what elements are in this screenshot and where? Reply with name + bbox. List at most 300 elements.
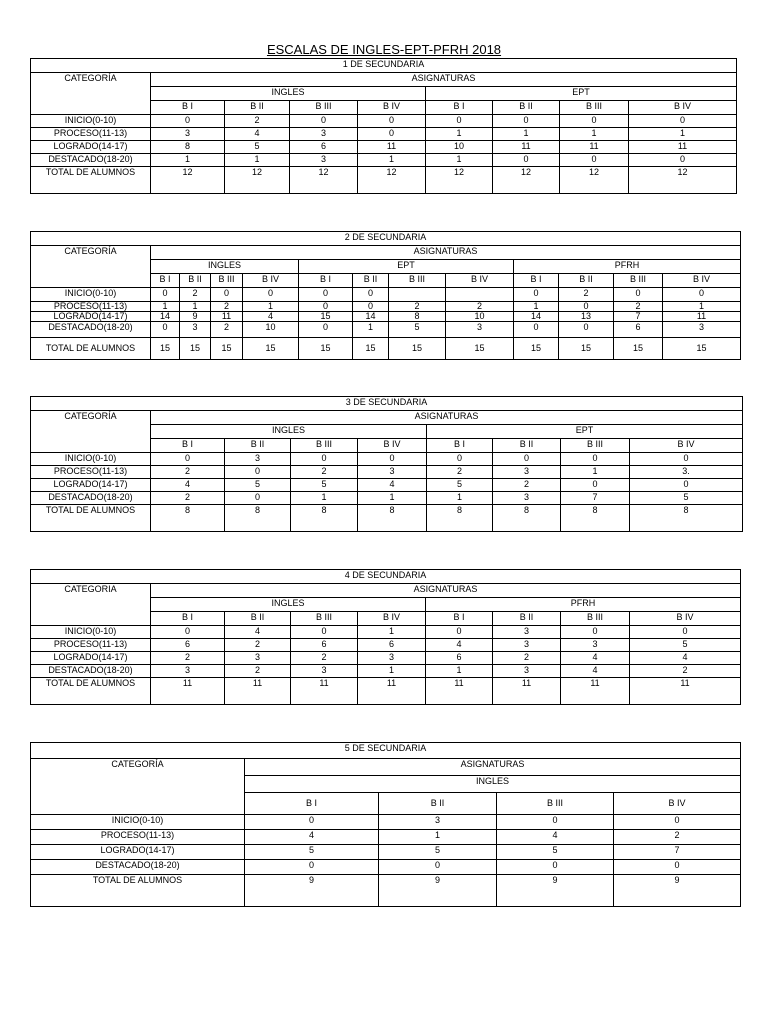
value-cell: 12 xyxy=(426,167,493,194)
subjects-header: ASIGNATURAS xyxy=(151,246,741,260)
value-cell: 12 xyxy=(629,167,737,194)
value-cell: 3 xyxy=(151,128,225,141)
value-cell: 6 xyxy=(291,639,358,652)
value-cell: 0 xyxy=(493,154,560,167)
bimester-header: B IV xyxy=(663,274,741,288)
subjects-header: ASIGNATURAS xyxy=(151,73,737,87)
bimester-header: B III xyxy=(561,439,630,453)
value-cell: 3 xyxy=(379,815,497,830)
bimester-header: B IV xyxy=(358,439,427,453)
value-cell: 15 xyxy=(663,338,741,360)
bimester-header: B IV xyxy=(358,612,426,626)
value-cell: 3 xyxy=(180,322,211,338)
value-cell: 8 xyxy=(291,505,358,532)
value-cell: 0 xyxy=(560,154,629,167)
value-cell: 0 xyxy=(151,453,225,466)
value-cell: 2 xyxy=(225,639,291,652)
value-cell: 0 xyxy=(291,453,358,466)
bimester-header: B II xyxy=(225,439,291,453)
bimester-header: B I xyxy=(427,439,493,453)
category-header: CATEGORÍA xyxy=(31,73,151,115)
value-cell: 1 xyxy=(353,322,389,338)
value-cell: 1 xyxy=(560,128,629,141)
value-cell: 10 xyxy=(243,322,299,338)
value-cell: 3 xyxy=(358,652,426,665)
value-cell: 6 xyxy=(614,322,663,338)
subject-header: INGLES xyxy=(151,425,427,439)
value-cell: 11 xyxy=(211,312,243,322)
table-row xyxy=(31,288,741,302)
value-cell: 4 xyxy=(243,312,299,322)
value-cell: 14 xyxy=(151,312,180,322)
value-cell: 2 xyxy=(614,302,663,312)
table-row-total xyxy=(31,678,741,705)
value-cell: 15 xyxy=(211,338,243,360)
bimester-header: B IV xyxy=(614,793,741,815)
value-cell: 9 xyxy=(180,312,211,322)
value-cell: 0 xyxy=(353,288,389,302)
value-cell: 5 xyxy=(497,845,614,860)
value-cell: 3 xyxy=(493,492,561,505)
value-cell: 1 xyxy=(561,466,630,479)
row-label: INICIO(0-10) xyxy=(31,453,151,466)
value-cell: 4 xyxy=(245,830,379,845)
table-1-secundaria xyxy=(30,58,737,194)
subject-header: INGLES xyxy=(151,598,426,612)
bimester-header: B II xyxy=(493,612,561,626)
table-row xyxy=(31,302,741,312)
value-cell: 10 xyxy=(426,141,493,154)
value-cell: 2 xyxy=(211,322,243,338)
value-cell: 3 xyxy=(493,466,561,479)
value-cell: 7 xyxy=(561,492,630,505)
row-label: LOGRADO(14-17) xyxy=(31,141,151,154)
value-cell: 0 xyxy=(151,322,180,338)
value-cell: 9 xyxy=(614,875,741,907)
table-row xyxy=(31,626,741,639)
value-cell: 8 xyxy=(427,505,493,532)
value-cell: 0 xyxy=(299,288,353,302)
row-label: LOGRADO(14-17) xyxy=(31,845,245,860)
bimester-header: B IV xyxy=(243,274,299,288)
value-cell: 1 xyxy=(426,154,493,167)
value-cell: 0 xyxy=(629,115,737,128)
table-3-secundaria xyxy=(30,396,743,532)
value-cell: 5 xyxy=(389,322,446,338)
value-cell: 0 xyxy=(245,860,379,875)
value-cell: 4 xyxy=(561,652,630,665)
value-cell: 2 xyxy=(225,115,290,128)
bimester-header: B III xyxy=(211,274,243,288)
value-cell: 0 xyxy=(614,288,663,302)
value-cell: 0 xyxy=(630,626,741,639)
subject-header: PFRH xyxy=(426,598,741,612)
value-cell: 12 xyxy=(358,167,426,194)
value-cell: 12 xyxy=(493,167,560,194)
table-row xyxy=(31,815,741,830)
value-cell: 8 xyxy=(358,505,427,532)
value-cell: 5 xyxy=(291,479,358,492)
value-cell: 3 xyxy=(358,466,427,479)
value-cell: 3 xyxy=(663,322,741,338)
row-label: INICIO(0-10) xyxy=(31,288,151,302)
bimester-header: B II xyxy=(353,274,389,288)
value-cell: 0 xyxy=(497,860,614,875)
category-header: CATEGORÍA xyxy=(31,759,245,815)
value-cell: 0 xyxy=(427,453,493,466)
value-cell: 15 xyxy=(299,338,353,360)
row-label: DESTACADO(18-20) xyxy=(31,492,151,505)
table-row xyxy=(31,492,743,505)
value-cell: 1 xyxy=(151,302,180,312)
value-cell: 13 xyxy=(559,312,614,322)
value-cell: 0 xyxy=(225,466,291,479)
value-cell: 15 xyxy=(446,338,514,360)
bimester-header: B IV xyxy=(446,274,514,288)
value-cell: 3 xyxy=(493,665,561,678)
value-cell: 5 xyxy=(427,479,493,492)
value-cell: 2 xyxy=(291,466,358,479)
value-cell: 3 xyxy=(446,322,514,338)
value-cell: 0 xyxy=(663,288,741,302)
value-cell: 4 xyxy=(358,479,427,492)
bimester-header: B I xyxy=(426,101,493,115)
value-cell: 3 xyxy=(151,665,225,678)
category-header: CATEGORIA xyxy=(31,584,151,626)
value-cell: 4 xyxy=(225,626,291,639)
bimester-header: B I xyxy=(299,274,353,288)
value-cell: 7 xyxy=(614,845,741,860)
value-cell: 6 xyxy=(426,652,493,665)
value-cell: 11 xyxy=(426,678,493,705)
value-cell: 1 xyxy=(291,492,358,505)
value-cell: 11 xyxy=(151,678,225,705)
value-cell: 3 xyxy=(493,626,561,639)
subjects-header: ASIGNATURAS xyxy=(151,584,741,598)
bimester-header: B IV xyxy=(358,101,426,115)
value-cell: 2 xyxy=(427,466,493,479)
bimester-header: B IV xyxy=(630,439,743,453)
bimester-header: B II xyxy=(225,612,291,626)
value-cell: 1 xyxy=(358,665,426,678)
row-label: DESTACADO(18-20) xyxy=(31,860,245,875)
table-4-secundaria xyxy=(30,569,741,705)
value-cell: 0 xyxy=(614,815,741,830)
value-cell: 0 xyxy=(630,453,743,466)
value-cell: 2 xyxy=(151,652,225,665)
value-cell: 0 xyxy=(560,115,629,128)
value-cell: 11 xyxy=(358,141,426,154)
table-2-secundaria xyxy=(30,231,741,360)
value-cell: 0 xyxy=(426,626,493,639)
value-cell: 1 xyxy=(243,302,299,312)
value-cell: 0 xyxy=(358,115,426,128)
value-cell: 8 xyxy=(151,505,225,532)
value-cell: 8 xyxy=(493,505,561,532)
category-header: CATEGORÍA xyxy=(31,246,151,288)
value-cell: 0 xyxy=(353,302,389,312)
value-cell: 5 xyxy=(630,639,741,652)
bimester-header: B II xyxy=(493,439,561,453)
value-cell: 6 xyxy=(358,639,426,652)
value-cell: 1 xyxy=(180,302,211,312)
value-cell: 12 xyxy=(225,167,290,194)
value-cell: 8 xyxy=(630,505,743,532)
value-cell: 11 xyxy=(225,678,291,705)
bimester-header: B I xyxy=(426,612,493,626)
grade-title: 3 DE SECUNDARIA xyxy=(31,397,743,411)
value-cell: 4 xyxy=(426,639,493,652)
bimester-header: B III xyxy=(291,439,358,453)
value-cell: 8 xyxy=(389,312,446,322)
value-cell: 0 xyxy=(151,115,225,128)
value-cell: 11 xyxy=(493,141,560,154)
value-cell: 3. xyxy=(630,466,743,479)
value-cell: 0 xyxy=(290,115,358,128)
row-label: PROCESO(11-13) xyxy=(31,302,151,312)
value-cell: 1 xyxy=(514,302,559,312)
value-cell: 0 xyxy=(561,626,630,639)
value-cell: 0 xyxy=(243,288,299,302)
bimester-header: B III xyxy=(614,274,663,288)
row-label: DESTACADO(18-20) xyxy=(31,154,151,167)
grade-title: 5 DE SECUNDARIA xyxy=(31,743,741,759)
value-cell: 1 xyxy=(427,492,493,505)
value-cell: 2 xyxy=(389,302,446,312)
value-cell: 8 xyxy=(561,505,630,532)
value-cell: 3 xyxy=(225,453,291,466)
value-cell: 0 xyxy=(559,302,614,312)
value-cell: 1 xyxy=(493,128,560,141)
row-label: LOGRADO(14-17) xyxy=(31,479,151,492)
bimester-header: B I xyxy=(151,101,225,115)
value-cell: 6 xyxy=(151,639,225,652)
bimester-header: B II xyxy=(180,274,211,288)
grade-title: 2 DE SECUNDARIA xyxy=(31,232,741,246)
value-cell: 2 xyxy=(493,479,561,492)
value-cell: 5 xyxy=(245,845,379,860)
table-row xyxy=(31,860,741,875)
value-cell: 0 xyxy=(514,288,559,302)
table-row-total xyxy=(31,875,741,907)
value-cell: 15 xyxy=(614,338,663,360)
value-cell: 2 xyxy=(291,652,358,665)
row-label: TOTAL DE ALUMNOS xyxy=(31,505,151,532)
value-cell: 0 xyxy=(559,322,614,338)
table-row xyxy=(31,466,743,479)
value-cell: 1 xyxy=(379,830,497,845)
bimester-header: B III xyxy=(389,274,446,288)
value-cell: 4 xyxy=(561,665,630,678)
value-cell: 2 xyxy=(225,665,291,678)
value-cell: 15 xyxy=(353,338,389,360)
subject-header: INGLES xyxy=(245,776,741,793)
bimester-header: B III xyxy=(560,101,629,115)
value-cell: 1 xyxy=(225,154,290,167)
value-cell: 2 xyxy=(180,288,211,302)
grade-title: 4 DE SECUNDARIA xyxy=(31,570,741,584)
row-label: PROCESO(11-13) xyxy=(31,639,151,652)
table-row xyxy=(31,479,743,492)
table-row xyxy=(31,639,741,652)
value-cell: 12 xyxy=(560,167,629,194)
subject-header: INGLES xyxy=(151,87,426,101)
value-cell: 0 xyxy=(299,302,353,312)
value-cell: 0 xyxy=(151,626,225,639)
value-cell: 2 xyxy=(493,652,561,665)
value-cell: 1 xyxy=(426,128,493,141)
value-cell: 3 xyxy=(291,665,358,678)
row-label: LOGRADO(14-17) xyxy=(31,312,151,322)
subject-header: EPT xyxy=(426,87,737,101)
value-cell: 0 xyxy=(561,479,630,492)
table-row xyxy=(31,141,737,154)
bimester-header: B I xyxy=(514,274,559,288)
value-cell xyxy=(446,288,514,302)
table-row xyxy=(31,322,741,338)
bimester-header: B IV xyxy=(630,612,741,626)
value-cell: 0 xyxy=(493,115,560,128)
value-cell: 1 xyxy=(426,665,493,678)
page-title: ESCALAS DE INGLES-EPT-PFRH 2018 xyxy=(266,42,502,57)
bimester-header: B III xyxy=(561,612,630,626)
subject-header: INGLES xyxy=(151,260,299,274)
bimester-header: B I xyxy=(151,439,225,453)
row-label: PROCESO(11-13) xyxy=(31,830,245,845)
row-label: PROCESO(11-13) xyxy=(31,466,151,479)
value-cell: 12 xyxy=(151,167,225,194)
value-cell: 14 xyxy=(353,312,389,322)
value-cell: 2 xyxy=(630,665,741,678)
value-cell: 3 xyxy=(561,639,630,652)
value-cell: 8 xyxy=(151,141,225,154)
table-row xyxy=(31,830,741,845)
value-cell: 15 xyxy=(514,338,559,360)
table-5-secundaria xyxy=(30,742,741,907)
bimester-header: B I xyxy=(151,612,225,626)
value-cell xyxy=(389,288,446,302)
value-cell: 11 xyxy=(663,312,741,322)
value-cell: 1 xyxy=(358,492,427,505)
value-cell: 15 xyxy=(389,338,446,360)
value-cell: 1 xyxy=(151,154,225,167)
value-cell: 9 xyxy=(497,875,614,907)
value-cell: 0 xyxy=(245,815,379,830)
value-cell: 9 xyxy=(379,875,497,907)
row-label: TOTAL DE ALUMNOS xyxy=(31,338,151,360)
value-cell: 0 xyxy=(514,322,559,338)
bimester-header: B I xyxy=(151,274,180,288)
value-cell: 0 xyxy=(211,288,243,302)
row-label: TOTAL DE ALUMNOS xyxy=(31,875,245,907)
grade-title: 1 DE SECUNDARIA xyxy=(31,59,737,73)
table-row xyxy=(31,154,737,167)
value-cell: 15 xyxy=(180,338,211,360)
table-row-total xyxy=(31,338,741,360)
bimester-header: B III xyxy=(290,101,358,115)
value-cell: 5 xyxy=(630,492,743,505)
value-cell: 5 xyxy=(225,141,290,154)
value-cell: 0 xyxy=(358,128,426,141)
value-cell: 11 xyxy=(493,678,561,705)
value-cell: 0 xyxy=(493,453,561,466)
value-cell: 14 xyxy=(514,312,559,322)
value-cell: 15 xyxy=(151,338,180,360)
value-cell: 5 xyxy=(225,479,291,492)
value-cell: 0 xyxy=(358,453,427,466)
value-cell: 15 xyxy=(243,338,299,360)
value-cell: 7 xyxy=(614,312,663,322)
bimester-header: B IV xyxy=(629,101,737,115)
value-cell: 11 xyxy=(561,678,630,705)
value-cell: 9 xyxy=(245,875,379,907)
value-cell: 0 xyxy=(561,453,630,466)
value-cell: 3 xyxy=(225,652,291,665)
row-label: INICIO(0-10) xyxy=(31,815,245,830)
value-cell: 11 xyxy=(560,141,629,154)
table-row xyxy=(31,128,737,141)
row-label: LOGRADO(14-17) xyxy=(31,652,151,665)
bimester-header: B III xyxy=(497,793,614,815)
value-cell: 11 xyxy=(629,141,737,154)
row-label: PROCESO(11-13) xyxy=(31,128,151,141)
value-cell: 3 xyxy=(493,639,561,652)
row-label: INICIO(0-10) xyxy=(31,626,151,639)
value-cell: 15 xyxy=(559,338,614,360)
subject-header: PFRH xyxy=(514,260,741,274)
value-cell: 0 xyxy=(426,115,493,128)
value-cell: 2 xyxy=(151,492,225,505)
value-cell: 10 xyxy=(446,312,514,322)
subjects-header: ASIGNATURAS xyxy=(245,759,741,776)
bimester-header: B III xyxy=(291,612,358,626)
bimester-header: B I xyxy=(245,793,379,815)
bimester-header: B II xyxy=(225,101,290,115)
value-cell: 0 xyxy=(225,492,291,505)
value-cell: 0 xyxy=(291,626,358,639)
value-cell: 0 xyxy=(630,479,743,492)
row-label: INICIO(0-10) xyxy=(31,115,151,128)
bimester-header: B II xyxy=(379,793,497,815)
value-cell: 4 xyxy=(151,479,225,492)
row-label: DESTACADO(18-20) xyxy=(31,322,151,338)
table-row xyxy=(31,652,741,665)
value-cell: 4 xyxy=(630,652,741,665)
value-cell: 2 xyxy=(211,302,243,312)
value-cell: 4 xyxy=(497,830,614,845)
category-header: CATEGORÍA xyxy=(31,411,151,453)
value-cell: 8 xyxy=(225,505,291,532)
table-row xyxy=(31,115,737,128)
table-row xyxy=(31,312,741,322)
value-cell: 3 xyxy=(290,154,358,167)
table-row-total xyxy=(31,167,737,194)
value-cell: 1 xyxy=(663,302,741,312)
value-cell: 4 xyxy=(225,128,290,141)
value-cell: 11 xyxy=(291,678,358,705)
subjects-header: ASIGNATURAS xyxy=(151,411,743,425)
table-row xyxy=(31,665,741,678)
subject-header: EPT xyxy=(427,425,743,439)
bimester-header: B II xyxy=(559,274,614,288)
row-label: DESTACADO(18-20) xyxy=(31,665,151,678)
value-cell: 3 xyxy=(290,128,358,141)
value-cell: 11 xyxy=(630,678,741,705)
value-cell: 11 xyxy=(358,678,426,705)
value-cell: 0 xyxy=(151,288,180,302)
bimester-header: B II xyxy=(493,101,560,115)
value-cell: 2 xyxy=(559,288,614,302)
